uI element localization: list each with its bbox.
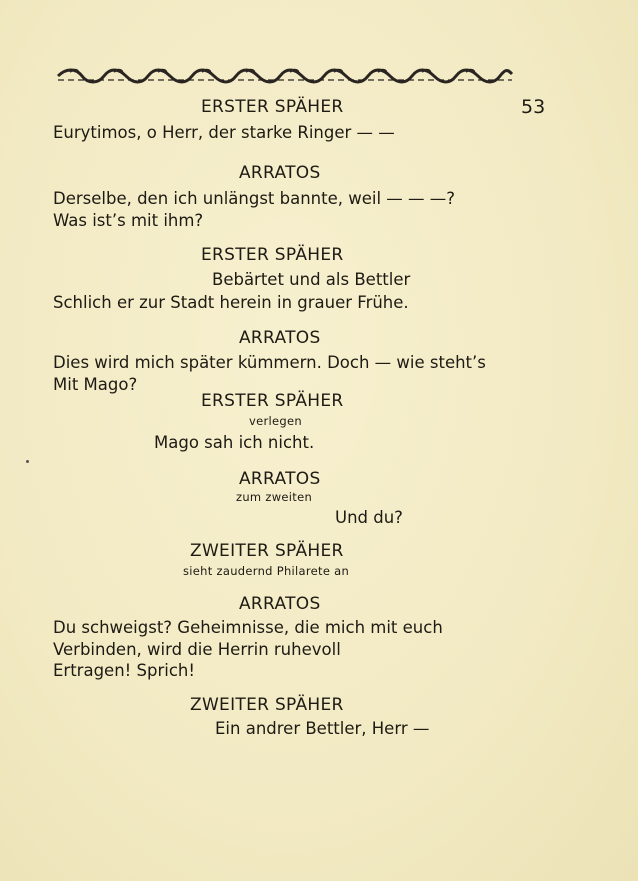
speaker-arratos: ARRATOS bbox=[239, 328, 321, 348]
stage-direction: zum zweiten bbox=[236, 490, 313, 504]
speaker-erster-spaeher: ERSTER SPÄHER bbox=[201, 97, 344, 117]
speaker-erster-spaeher: ERSTER SPÄHER bbox=[201, 245, 344, 265]
speaker-arratos: ARRATOS bbox=[239, 469, 321, 489]
decorative-border-ornament bbox=[56, 66, 514, 86]
speaker-zweiter-spaeher: ZWEITER SPÄHER bbox=[190, 541, 344, 561]
stage-direction: verlegen bbox=[249, 414, 302, 428]
speaker-erster-spaeher: ERSTER SPÄHER bbox=[201, 391, 344, 411]
verse-line: Ein andrer Bettler, Herr — bbox=[215, 719, 430, 738]
page-number: 53 bbox=[521, 96, 546, 118]
verse-line: Ertragen! Sprich! bbox=[53, 661, 195, 680]
verse-line: Derselbe, den ich unlängst bannte, weil — — —? bbox=[53, 189, 456, 208]
verse-line: Und du? bbox=[335, 508, 403, 527]
speaker-zweiter-spaeher: ZWEITER SPÄHER bbox=[190, 695, 344, 715]
verse-line: Eurytimos, o Herr, der starke Ringer — — bbox=[53, 123, 395, 142]
verse-line: Bebärtet und als Bettler bbox=[212, 270, 411, 289]
verse-line: Verbinden, wird die Herrin ruhevoll bbox=[53, 640, 341, 659]
paper-speck bbox=[26, 460, 29, 463]
stage-direction: sieht zaudernd Philarete an bbox=[183, 564, 350, 578]
speaker-arratos: ARRATOS bbox=[239, 594, 321, 614]
verse-line: Du schweigst? Geheimnisse, die mich mit euch bbox=[53, 618, 443, 637]
verse-line: Dies wird mich später kümmern. Doch — wie steht’s bbox=[53, 353, 486, 372]
verse-line: Mit Mago? bbox=[53, 375, 138, 394]
verse-line: Mago sah ich nicht. bbox=[154, 433, 315, 452]
verse-line: Schlich er zur Stadt herein in grauer Frühe. bbox=[53, 293, 409, 312]
verse-line: Was ist’s mit ihm? bbox=[53, 211, 204, 230]
speaker-arratos: ARRATOS bbox=[239, 163, 321, 183]
